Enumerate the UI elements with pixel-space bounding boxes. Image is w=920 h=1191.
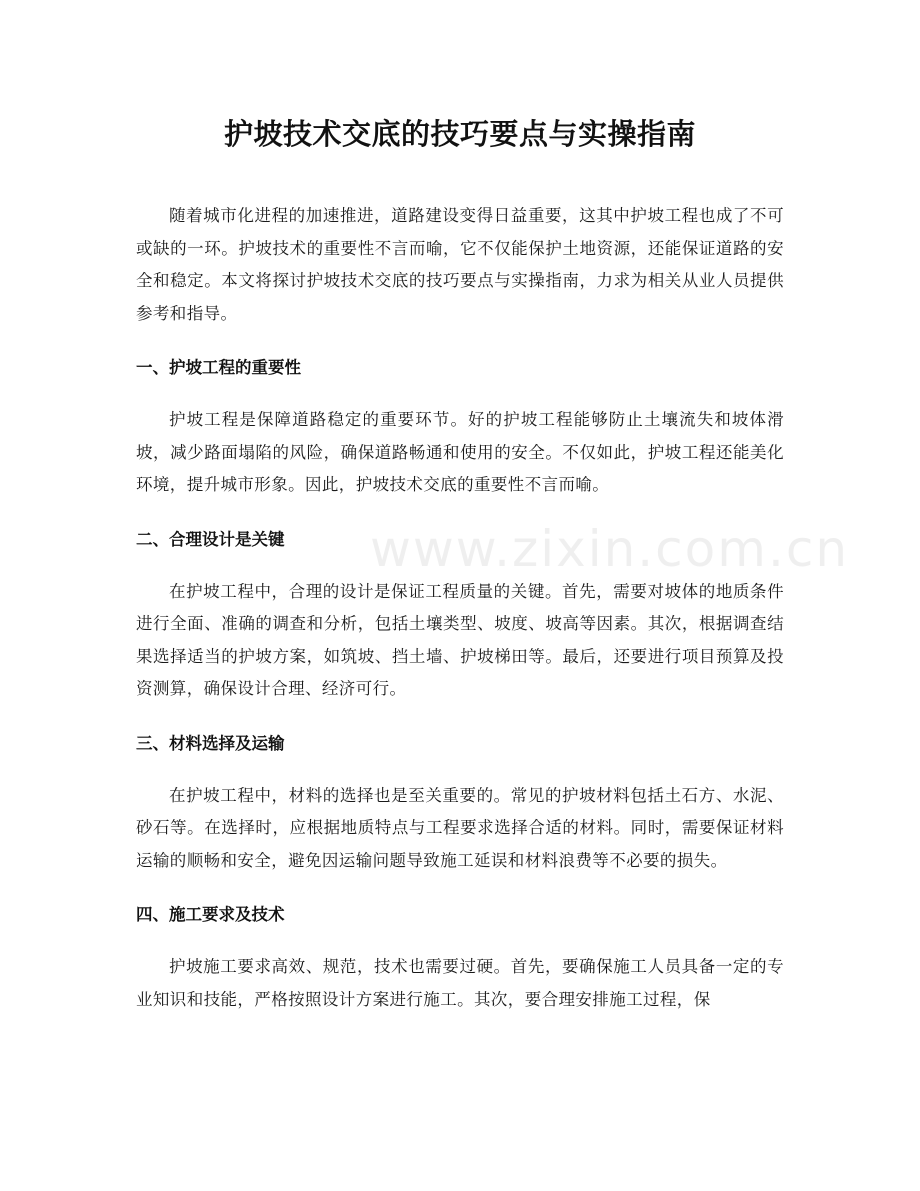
section-heading-design: 二、合理设计是关键 <box>136 529 285 549</box>
watermark: www.zixin.com.cn <box>370 520 850 578</box>
section-body-importance: 护坡工程是保障道路稳定的重要环节。好的护坡工程能够防止土壤流失和坡体滑坡，减少路面塌陷的风险，确保道路畅通和使用的安全。不仅如此，护坡工程还能美化环境，提升城市形象。因此，护坡技术交底的重要性不言而喻。 <box>136 410 784 494</box>
section-heading-construction: 四、施工要求及技术 <box>136 905 285 924</box>
section-body-design: 在护坡工程中，合理的设计是保证工程质量的关键。首先，需要对坡体的地质条件进行全面、准确的调查和分析，包括土壤类型、坡度、坡高等因素。其次，根据调查结果选择适当的护坡方案，如筑坡、挡土墙、护坡梯田等。最后，还要进行项目预算及投资测算，确保设计合理、经济可行。 <box>136 581 784 698</box>
section-body-construction: 护坡施工要求高效、规范，技术也需要过硬。首先，要确保施工人员具备一定的专业知识和技能，严格按照设计方案进行施工。其次，要合理安排施工过程，保 <box>136 957 784 1009</box>
document-title: 护坡技术交底的技巧要点与实操指南 <box>223 117 696 151</box>
section-heading-importance: 一、护坡工程的重要性 <box>136 358 301 377</box>
intro-paragraph: 随着城市化进程的加速推进，道路建设变得日益重要，这其中护坡工程也成了不可或缺的一环。护坡技术的重要性不言而喻，它不仅能保护土地资源，还能保证道路的安全和稳定。本文将探讨护坡技术交底的技巧要点与实操指南，力求为相关从业人员提供参考和指导。 <box>136 206 784 323</box>
section-body-materials: 在护坡工程中，材料的选择也是至关重要的。常见的护坡材料包括土石方、水泥、砂石等。在选择时，应根据地质特点与工程要求选择合适的材料。同时，需要保证材料运输的顺畅和安全，避免因运输问题导致施工延误和材料浪费等不必要的损失。 <box>136 785 784 870</box>
section-heading-materials: 三、材料选择及运输 <box>136 733 285 753</box>
